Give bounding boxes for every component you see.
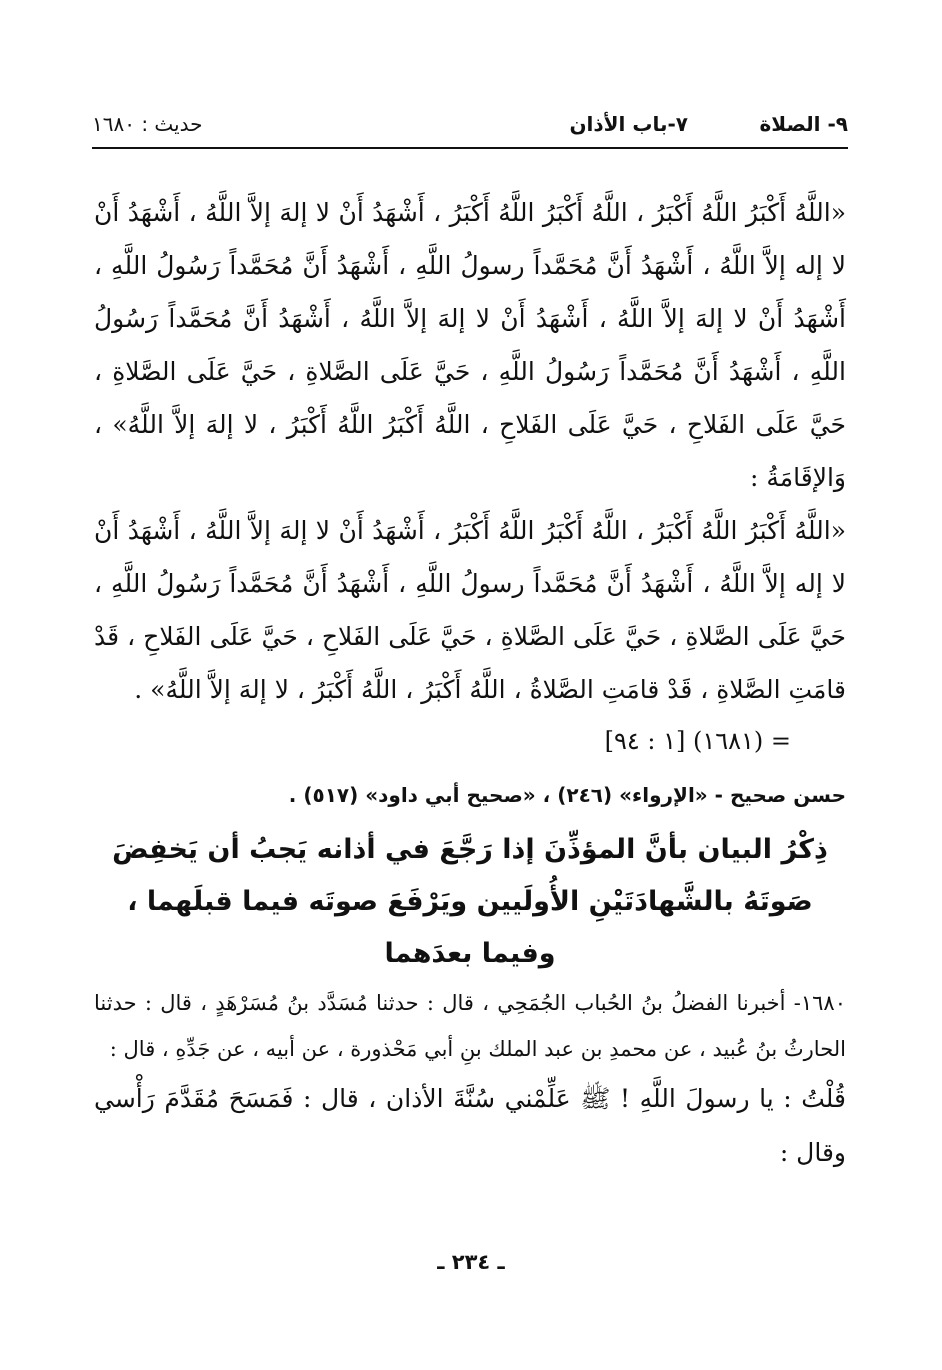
iqama-paragraph: «اللَّهُ أَكْبَرُ اللَّهُ أَكْبَرُ ، اللَّهُ أَكْبَرُ اللَّهُ أَكْبَرُ ، أَشْهَدُ أَنْ لا إلهَ إلاَّ اللَّهُ ، أَشْهَدُ أَنْ لا إله إلاَّ اللَّهُ ، أَشْهَدُ أَنَّ مُحَمَّداً رسولُ اللَّهِ ، أَشْهَدُ أَنَّ مُحَمَّداً رَسُولُ اللَّهِ ، حَيَّ عَلَى الصَّلاةِ ، حَيَّ عَلَى الصَّلاةِ ، حَيَّ عَلَى الفَلاحِ ، حَيَّ عَلَى الفَلاحِ ، قَدْ قامَتِ الصَّلاةِ ، قَدْ قامَتِ الصَّلاةُ ، اللَّهُ أَكْبَرُ ، اللَّهُ أَكْبَرُ ، لا إلهَ إلاَّ اللَّهُ» . xyxy=(94,516,846,704)
section-heading: ذِكْرُ البيان بأنَّ المؤذِّنَ إذا رَجَّعَ في أذانه يَجبُ أن يَخفِضَ صَوتَهُ بالشَّهادَتَيْنِ الأُولَيين ويَرْفَعَ صوتَه فيما قبلَهما ، وفيما بعدَهما xyxy=(112,834,828,969)
isnad-paragraph: ١٦٨٠- أخبرنا الفضلُ بنُ الحُباب الجُمَحِي ، قال : حدثنا مُسَدَّد بنُ مُسَرْهَدٍ ، قال : حدثنا الحارثُ بنُ عُبيد ، عن محمدِ بن عبد الملك بنِ أبي مَحْذورة ، عن أبيه ، عن جَدِّهِ ، قال : xyxy=(94,991,846,1061)
cross-reference: = (١٦٨١) [١ : ٩٤] xyxy=(604,727,791,755)
page-body xyxy=(94,186,846,1180)
page-number: ـ ٢٣٤ ـ xyxy=(437,1250,505,1274)
adhan-paragraph: «اللَّهُ أَكْبَرُ اللَّهُ أَكْبَرُ ، اللَّهُ أَكْبَرُ اللَّهُ أَكْبَرُ ، أَشْهَدُ أَنْ لا إلهَ إلاَّ اللَّهُ ، أَشْهَدُ أَنْ لا إله إلاَّ اللَّهُ ، أَشْهَدُ أَنَّ مُحَمَّداً رسولُ اللَّهِ ، أَشْهَدُ أَنَّ مُحَمَّداً رَسُولُ اللَّهِ ، أَشْهَدُ أَنْ لا إلهَ إلاَّ اللَّهُ ، أَشْهَدُ أَنْ لا إلهَ إلاَّ اللَّهُ ، أَشْهَدُ أَنَّ مُحَمَّداً رَسُولُ اللَّهِ ، أَشْهَدُ أَنَّ مُحَمَّداً رَسُولُ اللَّهِ ، حَيَّ عَلَى الصَّلاةِ ، حَيَّ عَلَى الصَّلاةِ ، حَيَّ عَلَى الفَلاحِ ، حَيَّ عَلَى الفَلاحِ ، اللَّهُ أَكْبَرُ اللَّهُ أَكْبَرُ ، لا إلهَ إلاَّ اللَّهُ» ، وَالإقَامَةُ : xyxy=(94,198,846,492)
chapter-name: ٧-باب الأذان xyxy=(569,112,688,136)
book-title: ٩- الصلاة xyxy=(759,112,848,136)
running-head xyxy=(92,112,848,148)
matn-paragraph: قُلْتُ : يا رسولَ اللَّهِ ! ﷺ عَلِّمْني سُنَّةَ الأذان ، قال : فَمَسَحَ مُقَدَّمَ رَأْسي وقال : xyxy=(94,1084,846,1167)
header-rule xyxy=(92,147,848,149)
hadith-grading: حسن صحيح - «الإرواء» (٢٤٦) ، «صحيح أبي داود» (٥١٧) . xyxy=(288,783,846,807)
hadith-number: حديث : ١٦٨٠ xyxy=(92,112,203,136)
